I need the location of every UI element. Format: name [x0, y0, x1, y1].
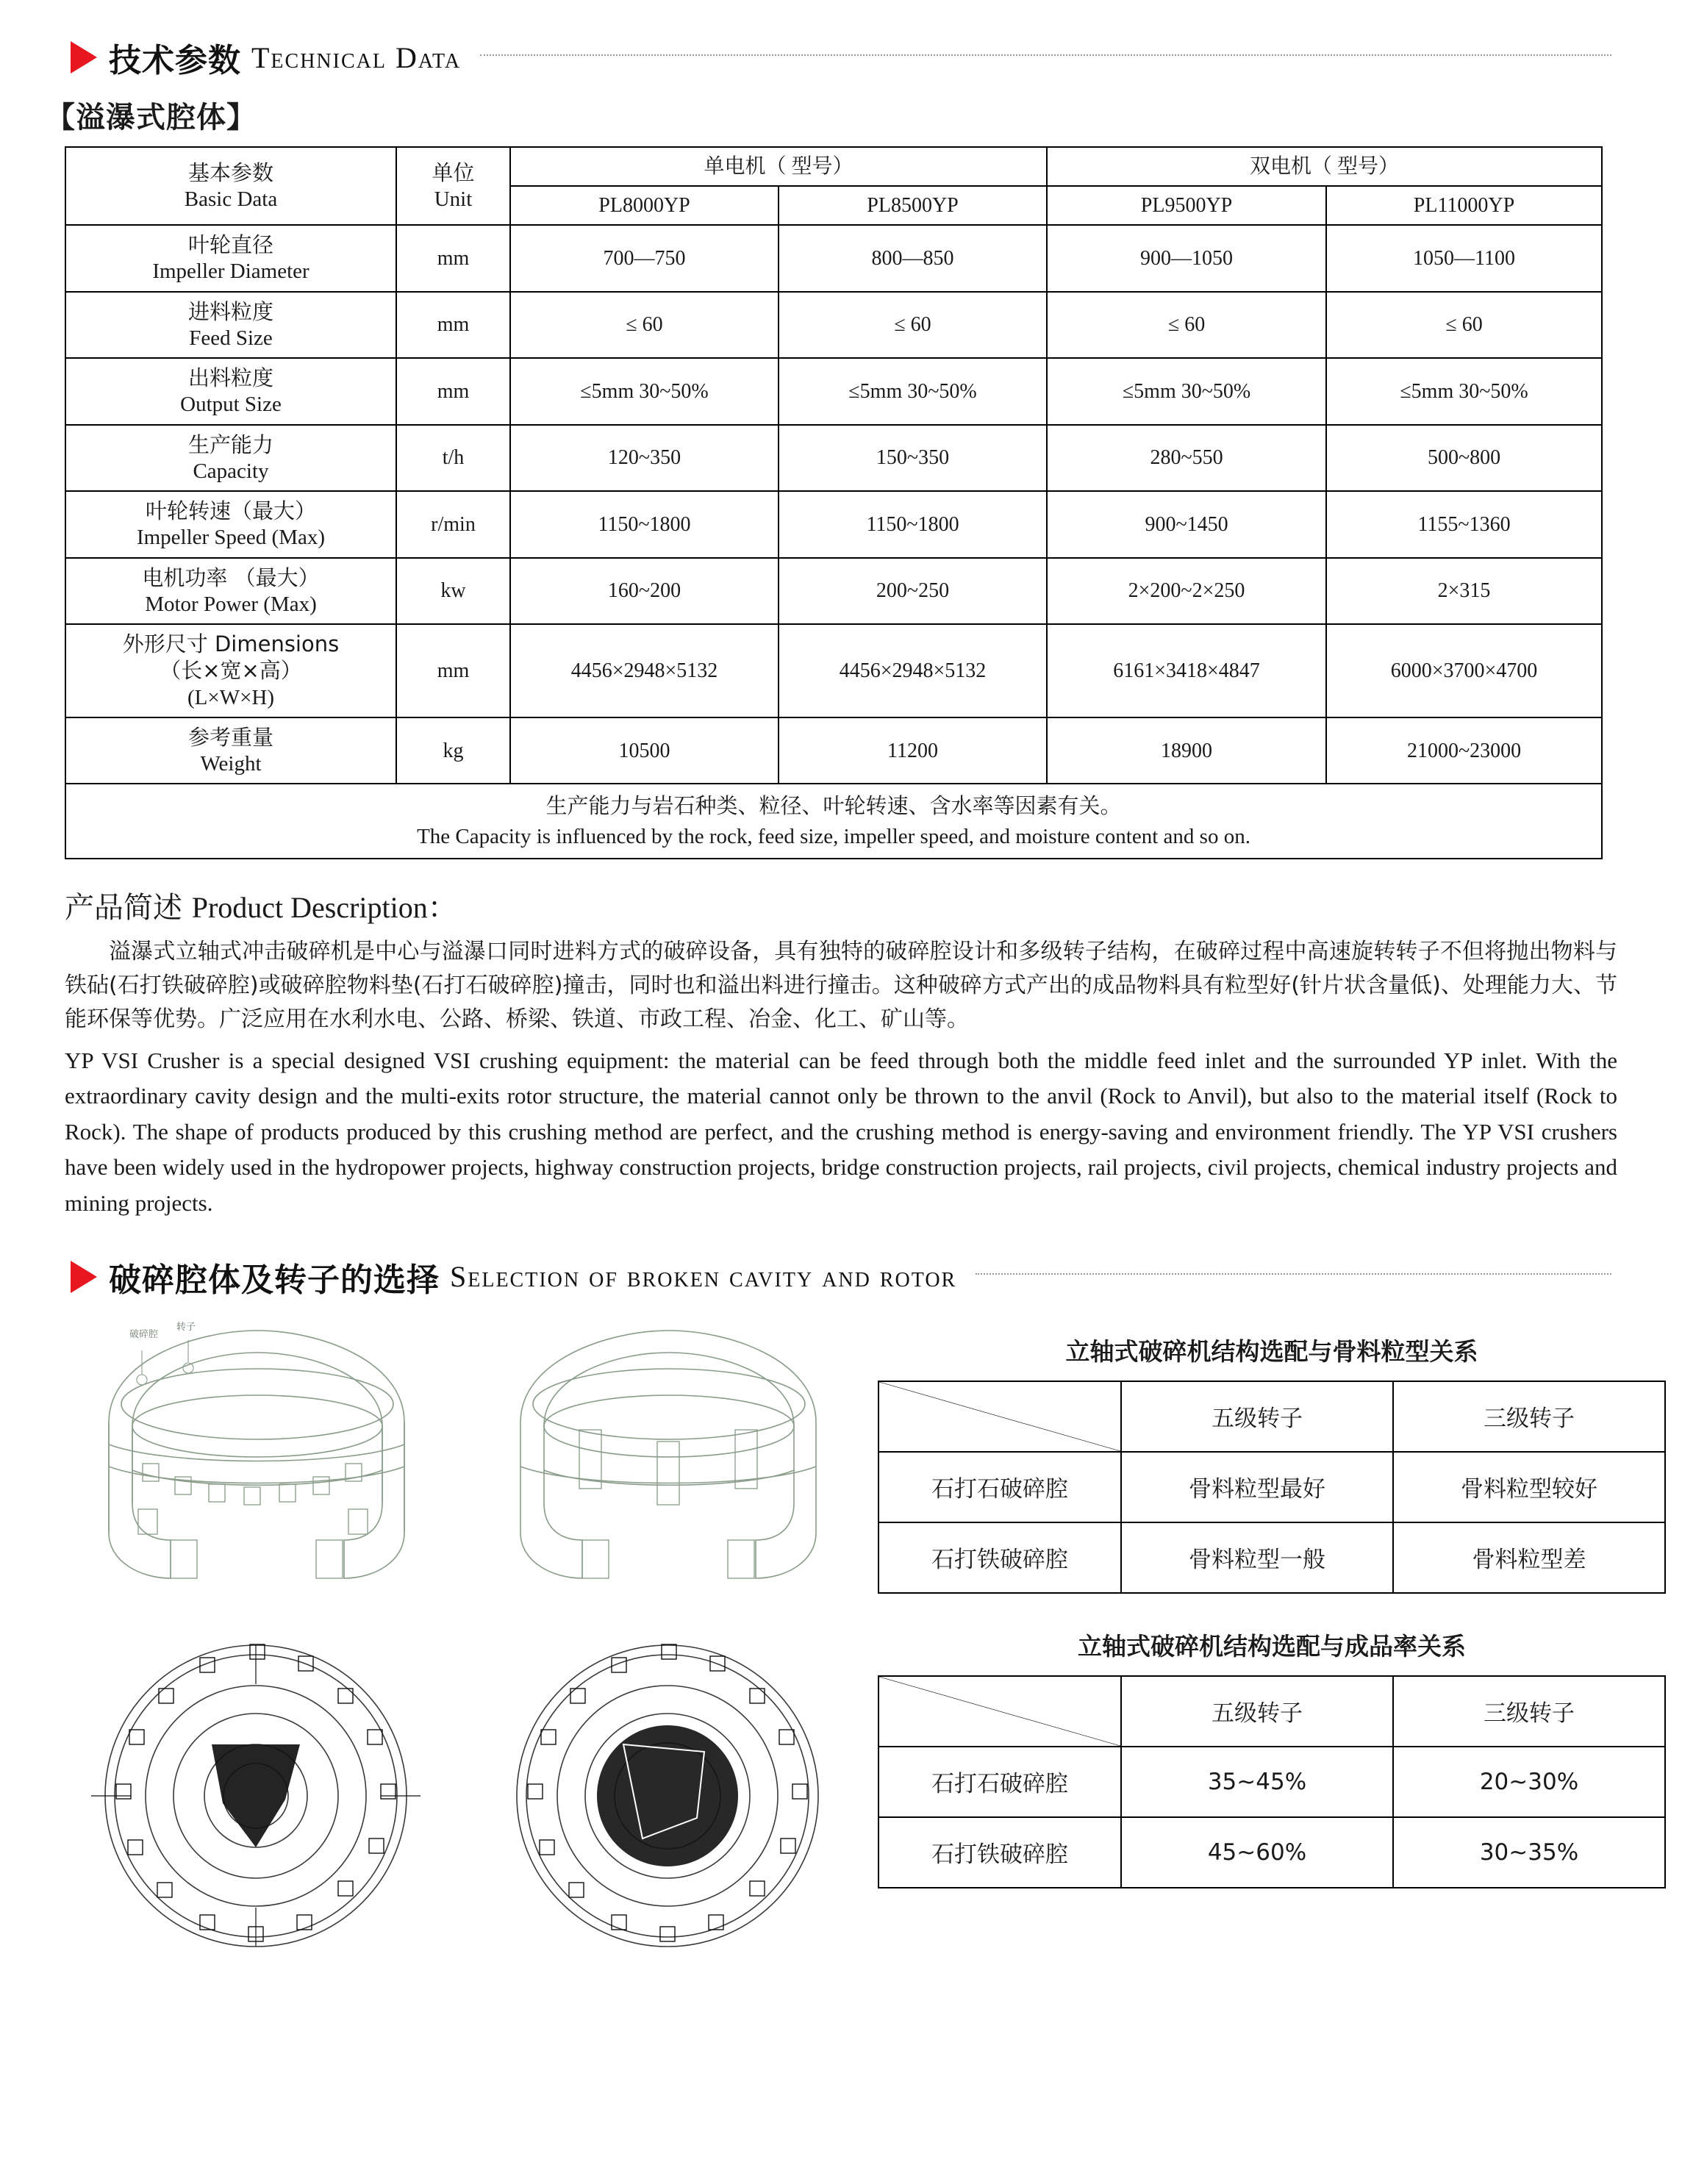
cell-value: 500~800: [1326, 425, 1602, 492]
rotor-top-view-three-stage: [476, 1627, 859, 1965]
header-basic-data: 基本参数 Basic Data: [65, 147, 396, 225]
product-description-paragraph-en: YP VSI Crusher is a special designed VSI crushing equipment: the material can be feed through both the middle feed inlet and the surrounded YP inlet. With the extraordinary cavity design and the multi-exits rotor structure, the material cannot only be thrown to the anvil (Rock to Anvil), but also to the material itself (Rock to Rock). The shape of products produced by this crushing method are perfect, and the crushing method is energy-saving and environment friendly. The YP VSI crushers have been widely used in the hydropower projects, highway construction projects, bridge construction projects, rail projects, civil projects, chemical industry projects and mining projects.: [65, 1048, 1617, 1216]
cell-value: 6161×3418×4847: [1047, 624, 1326, 717]
heading-dotted-rule: [976, 1272, 1611, 1275]
table-row: [878, 1452, 1665, 1522]
row-label-rock-on-rock: 石打石破碎腔: [878, 1747, 1121, 1817]
product-description-heading: [65, 884, 1682, 926]
selection-tables: [878, 1320, 1666, 1965]
row-unit: t/h: [396, 425, 510, 492]
selection-title-cn: 破碎腔体及转子的选择: [109, 1261, 440, 1299]
figure-row-cavities: [65, 1320, 859, 1614]
capacity-note-cn: 生产能力与岩石种类、粒径、叶轮转速、含水率等因素有关。: [545, 793, 1122, 819]
table-row: [65, 558, 1602, 625]
cavity-subtitle: 【溢瀑式腔体】: [46, 101, 257, 135]
table-row: [878, 1747, 1665, 1817]
diagonal-header-cell: [878, 1381, 1121, 1452]
triangle-bullet-icon: [71, 1261, 97, 1293]
cell-value: 骨料粒型较好: [1393, 1452, 1665, 1522]
cell-value: 4456×2948×5132: [510, 624, 779, 717]
cell-value: 45~60%: [1121, 1817, 1393, 1888]
cell-value: ≤ 60: [1047, 292, 1326, 359]
table-row: [65, 292, 1602, 359]
cell-value: 1150~1800: [510, 491, 779, 558]
cell-value: 800—850: [779, 225, 1047, 292]
cell-value: 160~200: [510, 558, 779, 625]
cell-value: 30~35%: [1393, 1817, 1665, 1888]
cell-value: 骨料粒型一般: [1121, 1522, 1393, 1593]
cell-value: ≤5mm 30~50%: [510, 358, 779, 425]
row-label-capacity: 生产能力 Capacity: [65, 425, 396, 492]
cell-value: 280~550: [1047, 425, 1326, 492]
section-title-cn: 技术参数: [109, 42, 241, 79]
cell-value: 900—1050: [1047, 225, 1326, 292]
capacity-note-en: The Capacity is influenced by the rock, feed size, impeller speed, and moisture content and so on.: [417, 825, 1250, 849]
row-label-weight: 参考重量 Weight: [65, 717, 396, 784]
cell-value: ≤ 60: [779, 292, 1047, 359]
figure-row-rotors: [65, 1627, 859, 1965]
cell-value: 18900: [1047, 717, 1326, 784]
model-col-2: PL8500YP: [779, 186, 1047, 225]
row-label-rock-on-iron: 石打铁破碎腔: [878, 1522, 1121, 1593]
table-row: [878, 1817, 1665, 1888]
cell-value: ≤5mm 30~50%: [1326, 358, 1602, 425]
cell-value: 2×315: [1326, 558, 1602, 625]
cell-value: 1150~1800: [779, 491, 1047, 558]
cell-value: ≤ 60: [510, 292, 779, 359]
model-col-3: PL9500YP: [1047, 186, 1326, 225]
cell-value: 20~30%: [1393, 1747, 1665, 1817]
cell-value: 1050—1100: [1326, 225, 1602, 292]
cavity-drawing-five-stage: [65, 1320, 447, 1614]
technical-spec-table: [65, 146, 1603, 859]
product-description-title-en: Product Description：: [191, 891, 457, 925]
technical-data-heading: [71, 34, 1611, 81]
triangle-bullet-icon: [71, 41, 97, 74]
header-group-single-motor: 单电机（ 型号）: [510, 147, 1047, 186]
cell-value: 200~250: [779, 558, 1047, 625]
row-unit: mm: [396, 624, 510, 717]
model-col-1: PL8000YP: [510, 186, 779, 225]
table2-title: 立轴式破碎机结构选配与成品率关系: [1078, 1631, 1466, 1661]
rotor-top-view-five-stage: [65, 1627, 447, 1965]
table-header-row: [878, 1381, 1665, 1452]
col-header-three-stage: 三级转子: [1393, 1381, 1665, 1452]
product-description-title-cn: 产品简述: [65, 891, 182, 925]
cell-value: 35~45%: [1121, 1747, 1393, 1817]
table1-title: 立轴式破碎机结构选配与骨料粒型关系: [1065, 1336, 1478, 1366]
table-row: [65, 624, 1602, 717]
row-label-impeller-speed: 叶轮转速（最大） Impeller Speed (Max): [65, 491, 396, 558]
table-header-row: [878, 1676, 1665, 1747]
row-unit: kw: [396, 558, 510, 625]
diagonal-header-cell: [878, 1676, 1121, 1747]
cell-value: 骨料粒型最好: [1121, 1452, 1393, 1522]
capacity-note: [65, 784, 1602, 859]
selection-heading: [71, 1253, 1611, 1300]
table-row: [65, 717, 1602, 784]
cell-value: 11200: [779, 717, 1047, 784]
diagonal-line: [879, 1677, 1120, 1746]
table-row: [65, 358, 1602, 425]
cell-value: 21000~23000: [1326, 717, 1602, 784]
col-header-five-stage: 五级转子: [1121, 1381, 1393, 1452]
svg-text:破碎腔: 破碎腔: [129, 1328, 159, 1340]
row-unit: mm: [396, 225, 510, 292]
grain-shape-table: [878, 1381, 1666, 1594]
row-label-motor-power: 电机功率 （最大） Motor Power (Max): [65, 558, 396, 625]
header-unit: 单位 Unit: [396, 147, 510, 225]
cell-value: ≤5mm 30~50%: [1047, 358, 1326, 425]
selection-content: [0, 1320, 1682, 1965]
cell-value: 1155~1360: [1326, 491, 1602, 558]
cell-value: 6000×3700×4700: [1326, 624, 1602, 717]
row-unit: mm: [396, 358, 510, 425]
cell-value: 900~1450: [1047, 491, 1326, 558]
page-root: [0, 34, 1682, 2184]
row-label-feed-size: 进料粒度 Feed Size: [65, 292, 396, 359]
row-label-impeller-diameter: 叶轮直径 Impeller Diameter: [65, 225, 396, 292]
row-label-rock-on-iron: 石打铁破碎腔: [878, 1817, 1121, 1888]
cavity-drawing-three-stage: [476, 1320, 859, 1614]
row-unit: r/min: [396, 491, 510, 558]
row-label-dimensions: 外形尺寸 Dimensions （长×宽×高） (L×W×H): [65, 624, 396, 717]
table-note-row: [65, 784, 1602, 859]
table-row: [65, 491, 1602, 558]
svg-text:转子: 转子: [176, 1321, 196, 1333]
cell-value: ≤5mm 30~50%: [779, 358, 1047, 425]
row-label-output-size: 出料粒度 Output Size: [65, 358, 396, 425]
row-label-rock-on-rock: 石打石破碎腔: [878, 1452, 1121, 1522]
cell-value: ≤ 60: [1326, 292, 1602, 359]
selection-title-en: Selection of broken cavity and rotor: [450, 1260, 957, 1294]
model-col-4: PL11000YP: [1326, 186, 1602, 225]
cell-value: 700—750: [510, 225, 779, 292]
col-header-five-stage: 五级转子: [1121, 1676, 1393, 1747]
table-row: [878, 1522, 1665, 1593]
row-unit: kg: [396, 717, 510, 784]
col-header-three-stage: 三级转子: [1393, 1676, 1665, 1747]
diagonal-line: [879, 1382, 1120, 1451]
figure-group: [65, 1320, 859, 1965]
product-description-paragraph-cn: 溢瀑式立轴式冲击破碎机是中心与溢瀑口同时进料方式的破碎设备，具有独特的破碎腔设计和多级转子结构，在破碎过程中高速旋转转子不但将抛出物料与铁砧(石打铁破碎腔)或破碎腔物料垫(石打石破碎腔)撞击，同时也和溢出料进行撞击。这种破碎方式产出的成品物料具有粒型好(针片状含量低)、处理能力大、节能环保等优势。广泛应用在水利水电、公路、桥梁、铁道、市政工程、冶金、化工、矿山等。: [65, 939, 1617, 1032]
section-title-en: Technical Data: [251, 40, 462, 74]
table-row: [65, 425, 1602, 492]
yield-rate-table: [878, 1675, 1666, 1888]
cell-value: 150~350: [779, 425, 1047, 492]
cell-value: 2×200~2×250: [1047, 558, 1326, 625]
cell-value: 4456×2948×5132: [779, 624, 1047, 717]
heading-dotted-rule: [480, 54, 1611, 56]
table-header-row-1: [65, 147, 1602, 186]
table-row: [65, 225, 1602, 292]
cell-value: 骨料粒型差: [1393, 1522, 1665, 1593]
cell-value: 10500: [510, 717, 779, 784]
header-group-double-motor: 双电机（ 型号）: [1047, 147, 1602, 186]
row-unit: mm: [396, 292, 510, 359]
cell-value: 120~350: [510, 425, 779, 492]
